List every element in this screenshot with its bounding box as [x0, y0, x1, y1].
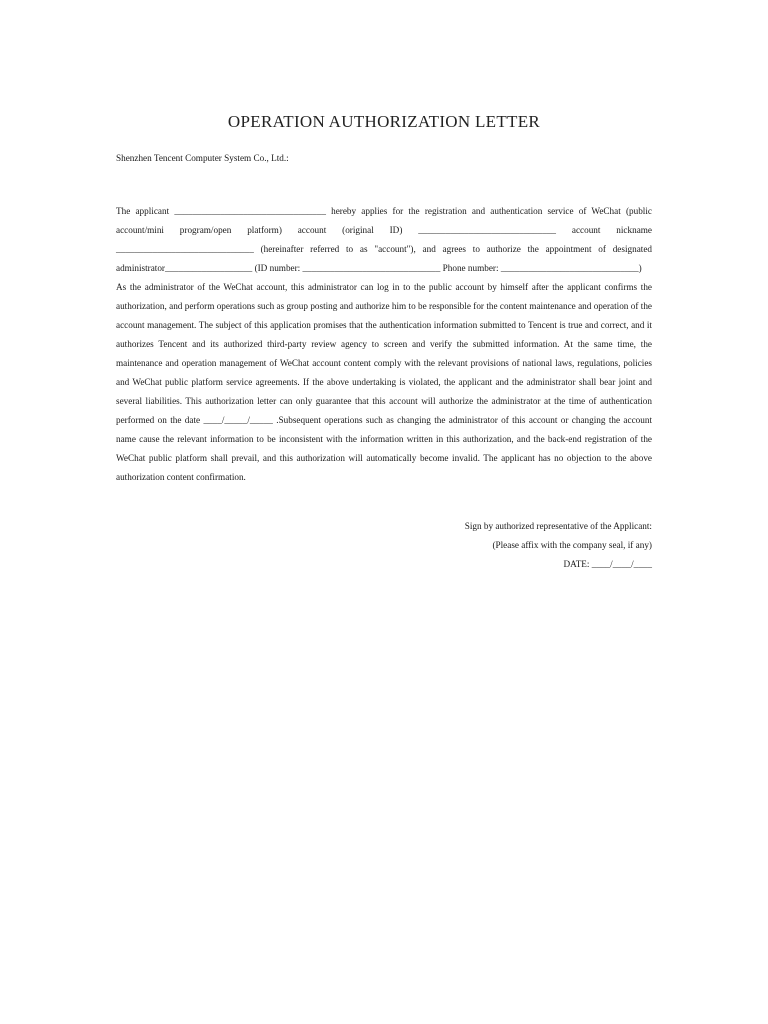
authorization-terms-paragraph: As the administrator of the WeChat account, this administrator can log in to the public account by himself after the applicant confirms the authorization, and perform operations such as group posting and authorize him to be responsible for the content maintenance and operation of the account management. The subject of this application promises that the authentication information submitted to Tencent is true and correct, and it authorizes Tencent and its authorized third-party review agency to screen and verify the submitted information. At the same time, the maintenance and operation management of WeChat account content comply with the relevant provisions of national laws, regulations, policies and WeChat public platform service agreements. If the above undertaking is violated, the applicant and the administrator shall bear joint and several liabilities. This authorization letter can only guarantee that this account will authorize the administrator at the time of authentication performed on the date ____/_____/_____ .Subsequent operations such as changing the administrator of this account or changing the account name cause the relevant information to be inconsistent with the information written in this authorization, and the back-end registration of the WeChat public platform shall prevail, and this authorization will automatically become invalid. The applicant has no objection to the above authorization content confirmation.: [116, 282, 652, 482]
letter-body: [116, 202, 652, 487]
applicant-details-paragraph: The applicant _________________________________ hereby applies for the registration and authentication service of WeChat (public account/mini program/open platform) account (original ID) ______________________________ account nickname ______________________________ (hereinafter referred to as "account"), and agrees to authorize the appointment of designated administrator___________________ (ID number: ______________________________ Phone number: ______________________________): [116, 206, 652, 273]
date-line: DATE: ____/____/____: [563, 559, 652, 569]
seal-note: (Please affix with the company seal, if any): [492, 540, 652, 550]
signature-line: Sign by authorized representative of the Applicant:: [464, 521, 652, 531]
addressee-line: Shenzhen Tencent Computer System Co., Ltd.:: [116, 153, 289, 163]
document-title: OPERATION AUTHORIZATION LETTER: [227, 112, 541, 131]
signature-block: [465, 517, 652, 574]
